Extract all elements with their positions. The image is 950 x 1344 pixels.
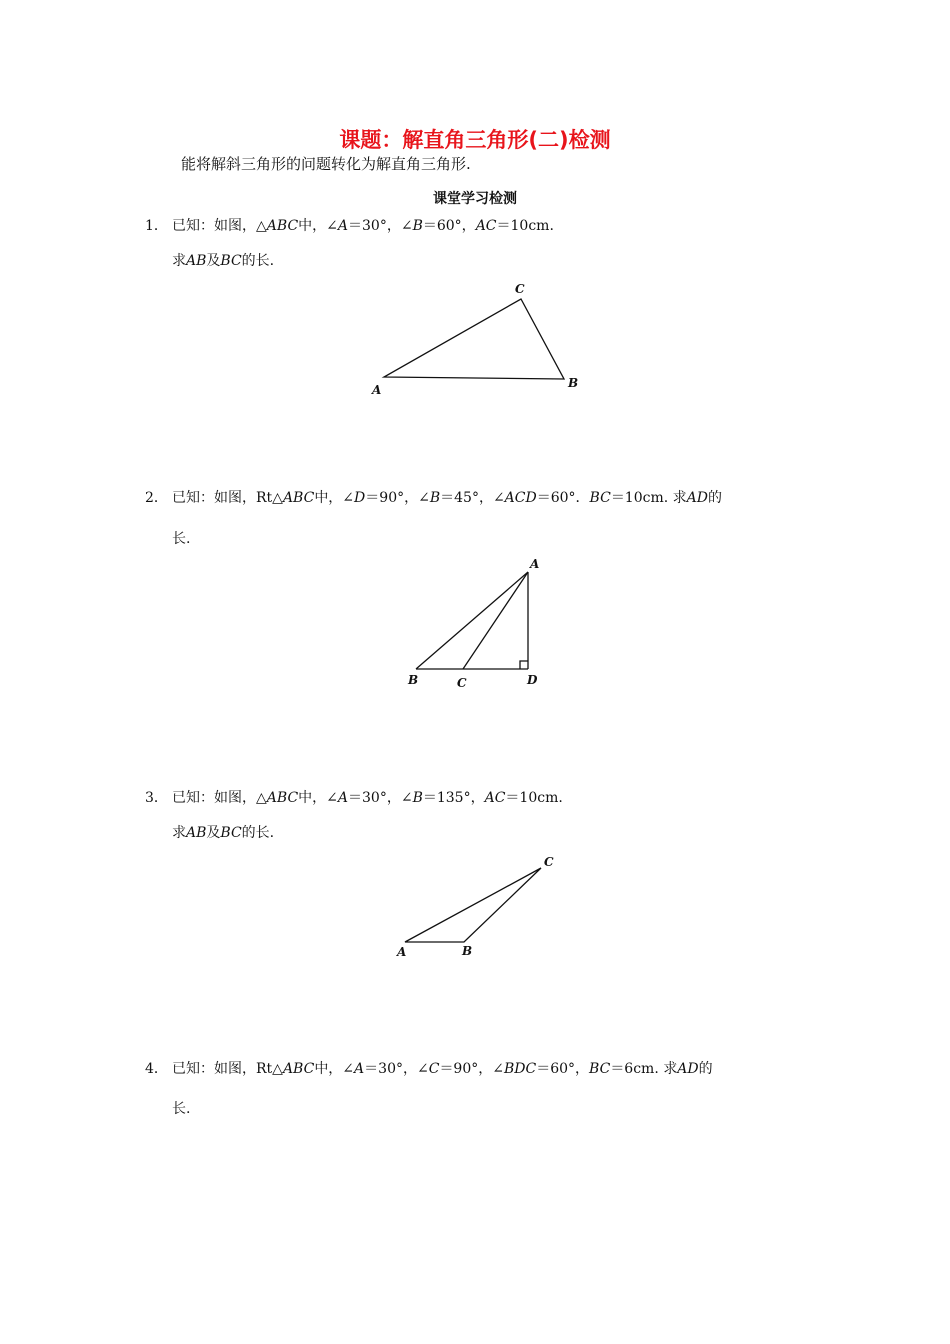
- page-title: 课题：解直角三角形(二)检测: [339, 128, 611, 152]
- text-run: 及: [206, 825, 221, 841]
- vertex-label-d: D: [527, 673, 538, 687]
- text-run: 的长.: [241, 825, 275, 841]
- math-variable: AC: [475, 218, 497, 234]
- text-run: ＝10cm.: [496, 218, 554, 234]
- math-variable: A: [337, 218, 349, 234]
- math-variable: ABC: [282, 490, 315, 506]
- vertex-label-b: B: [462, 944, 473, 958]
- text-run: ＝10cm.: [505, 790, 563, 806]
- text-run: ＝30°，∠: [348, 218, 413, 234]
- vertex-label-c: C: [457, 676, 467, 690]
- math-variable: AB: [186, 825, 207, 841]
- problem-number: 4．: [145, 1061, 168, 1077]
- text-run: 长.: [172, 1101, 191, 1117]
- math-variable: AD: [677, 1061, 699, 1077]
- text-run: ＝90°，∠: [439, 1061, 504, 1077]
- math-variable: C: [428, 1061, 440, 1077]
- problem-4-question: [172, 1098, 190, 1118]
- problem-number: 2．: [145, 490, 168, 506]
- math-variable: ABC: [266, 218, 299, 234]
- math-variable: D: [354, 490, 366, 506]
- triangle-abc: [405, 868, 541, 942]
- text-run: ＝6cm. 求: [610, 1061, 678, 1077]
- text-run: ＝90°，∠: [365, 490, 430, 506]
- math-variable: ABC: [282, 1061, 315, 1077]
- vertex-label-c: C: [544, 855, 554, 869]
- problem-4-statement: [145, 1058, 713, 1078]
- vertex-label-a: A: [397, 945, 407, 959]
- text-run: 中，∠: [298, 218, 338, 234]
- text-run: ＝30°，∠: [348, 790, 413, 806]
- vertex-label-c: C: [515, 282, 525, 296]
- vertex-label-a: A: [372, 383, 382, 397]
- text-run: 已知：如图，△: [172, 790, 267, 806]
- text-run: 的: [708, 490, 722, 506]
- text-run: 中，∠: [314, 490, 355, 506]
- problem-4-question-text: [172, 1101, 190, 1117]
- math-variable: B: [412, 790, 423, 806]
- text-run: 求: [172, 825, 186, 841]
- math-variable: AB: [186, 253, 207, 269]
- problem-number: 3．: [145, 790, 168, 806]
- text-run: 中，∠: [298, 790, 338, 806]
- math-variable: BC: [220, 253, 242, 269]
- math-variable: ABC: [266, 790, 299, 806]
- math-variable: ACD: [504, 490, 537, 506]
- vertex-label-b: B: [408, 673, 419, 687]
- math-variable: AC: [484, 790, 506, 806]
- math-variable: BDC: [503, 1061, 537, 1077]
- text-run: 的: [698, 1061, 713, 1077]
- text-run: 的长.: [241, 253, 275, 269]
- text-run: 已知：如图，Rt△: [172, 490, 283, 506]
- math-variable: BC: [589, 1061, 611, 1077]
- math-variable: BC: [589, 490, 611, 506]
- text-run: 长.: [172, 531, 191, 547]
- text-run: 已知：如图，△: [172, 218, 267, 234]
- math-variable: B: [429, 490, 441, 506]
- vertex-label-a: A: [530, 557, 540, 571]
- text-run: 已知：如图，Rt△: [172, 1061, 283, 1077]
- text-run: 中，∠: [314, 1061, 355, 1077]
- math-variable: A: [354, 1061, 365, 1077]
- math-variable: AD: [686, 490, 708, 506]
- text-run: ＝60°，: [422, 218, 476, 234]
- math-variable: BC: [220, 825, 242, 841]
- learning-objective: 能将解斜三角形的问题转化为解直角三角形.: [181, 155, 471, 173]
- problem-number: 1．: [145, 218, 168, 234]
- vertex-label-b: B: [568, 376, 579, 390]
- math-variable: B: [412, 218, 423, 234]
- text-run: ＝30°，∠: [364, 1061, 429, 1077]
- text-run: ＝60°，: [536, 1061, 590, 1077]
- text-run: ＝45°，∠: [440, 490, 505, 506]
- problem-4-text: [172, 1061, 713, 1077]
- text-run: 求: [172, 253, 186, 269]
- section-title: 课堂学习检测: [433, 191, 517, 207]
- text-run: ＝60°．: [536, 490, 590, 506]
- text-run: ＝135°，: [422, 790, 485, 806]
- text-run: ＝10cm. 求: [610, 490, 687, 506]
- math-variable: A: [337, 790, 349, 806]
- text-run: 及: [206, 253, 221, 269]
